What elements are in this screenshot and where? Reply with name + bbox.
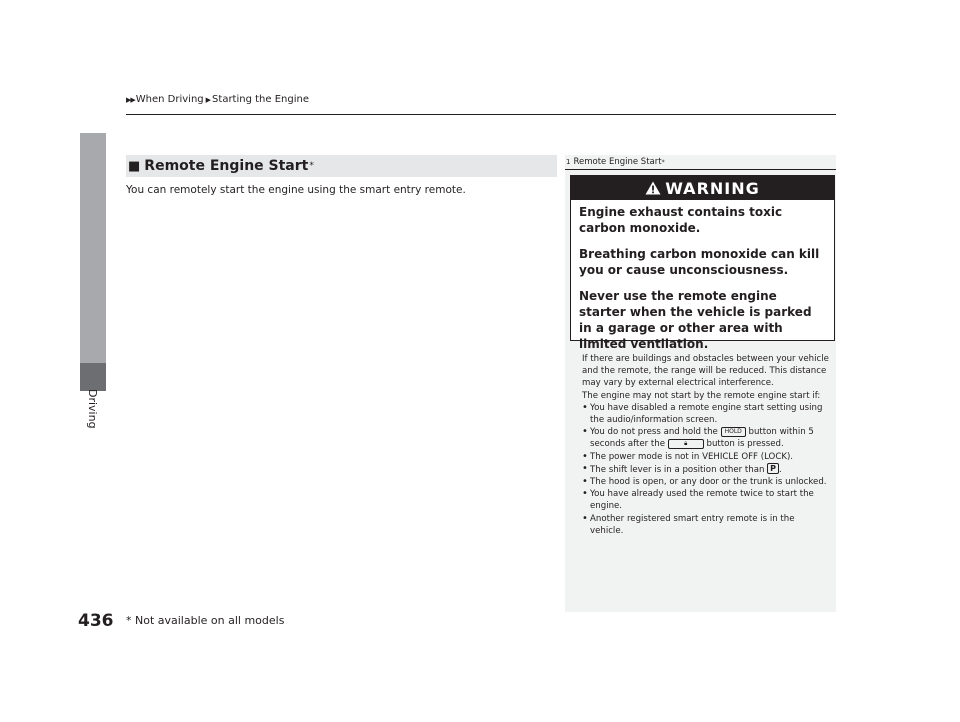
breadcrumb-level1: When Driving: [135, 94, 204, 105]
range-note: If there are buildings and obstacles between your vehicle and the remote, the range will be reduced. This distance may vary by external electrical interference.: [582, 354, 829, 389]
list-item: • Another registered smart entry remote is in the vehicle.: [582, 513, 830, 537]
list-item-text: button is pressed.: [703, 439, 784, 450]
side-note-marker: 1: [566, 158, 571, 166]
section-title: Remote Engine Start: [144, 158, 309, 174]
list-item: [582, 463, 830, 476]
warning-paragraph: Never use the remote engine starter when the vehicle is parked in a garage or other area with limited ventilation.: [579, 289, 812, 351]
warning-triangle-icon: [645, 181, 661, 195]
conditions-list: [582, 402, 830, 537]
breadcrumb-arrow-icon: ▶▶: [126, 95, 135, 104]
list-item-text: You do not press and hold the: [590, 427, 721, 438]
list-item: • The power mode is not in VEHICLE OFF (LOCK).: [582, 451, 830, 463]
section-body: You can remotely start the engine using the smart entry remote.: [126, 184, 466, 196]
list-item: [582, 426, 830, 450]
breadcrumb-level2: Starting the Engine: [212, 94, 309, 105]
footnote: * Not available on all models: [126, 614, 285, 627]
park-position-icon: P: [767, 463, 779, 474]
warning-header: [571, 176, 834, 200]
warning-paragraph: Engine exhaust contains toxic carbon monoxide.: [579, 205, 783, 235]
list-item: • You have disabled a remote engine start setting using the audio/information screen.: [582, 402, 830, 426]
warning-box: [570, 175, 835, 351]
chapter-tab: [80, 133, 106, 391]
lock-button-icon: 🔒︎: [668, 439, 704, 449]
warning-paragraph: Breathing carbon monoxide can kill you or cause unconsciousness.: [579, 247, 820, 277]
side-note-title: Remote Engine Start: [573, 157, 662, 167]
side-note-asterisk: *: [661, 158, 665, 166]
section-asterisk: *: [309, 161, 314, 171]
warning-label: WARNING: [665, 178, 760, 198]
page-number: 436: [78, 611, 114, 631]
list-item-text: The shift lever is in a position other than: [590, 464, 768, 475]
breadcrumb-arrow-icon: ▶: [205, 95, 211, 104]
side-note-body: [582, 353, 830, 537]
chapter-tab-label: Driving: [86, 389, 99, 429]
warning-text: [571, 200, 834, 352]
breadcrumb: [126, 94, 309, 105]
side-note-divider: [565, 169, 836, 170]
chapter-tab-marker: [80, 363, 106, 391]
list-item-text: .: [779, 464, 782, 475]
side-note-heading: [565, 155, 836, 169]
remote-start-hold-button-icon: HOLD: [721, 427, 746, 437]
list-item: • The hood is open, or any door or the trunk is unlocked.: [582, 476, 830, 488]
list-item: • You have already used the remote twice to start the engine.: [582, 488, 830, 512]
section-bullet-icon: ■: [128, 158, 141, 174]
header-divider: [126, 114, 836, 115]
list-item-text: button within 5 seconds after the: [590, 427, 814, 450]
conditions-intro: The engine may not start by the remote engine start if:: [582, 390, 821, 401]
section-heading: [126, 155, 557, 177]
